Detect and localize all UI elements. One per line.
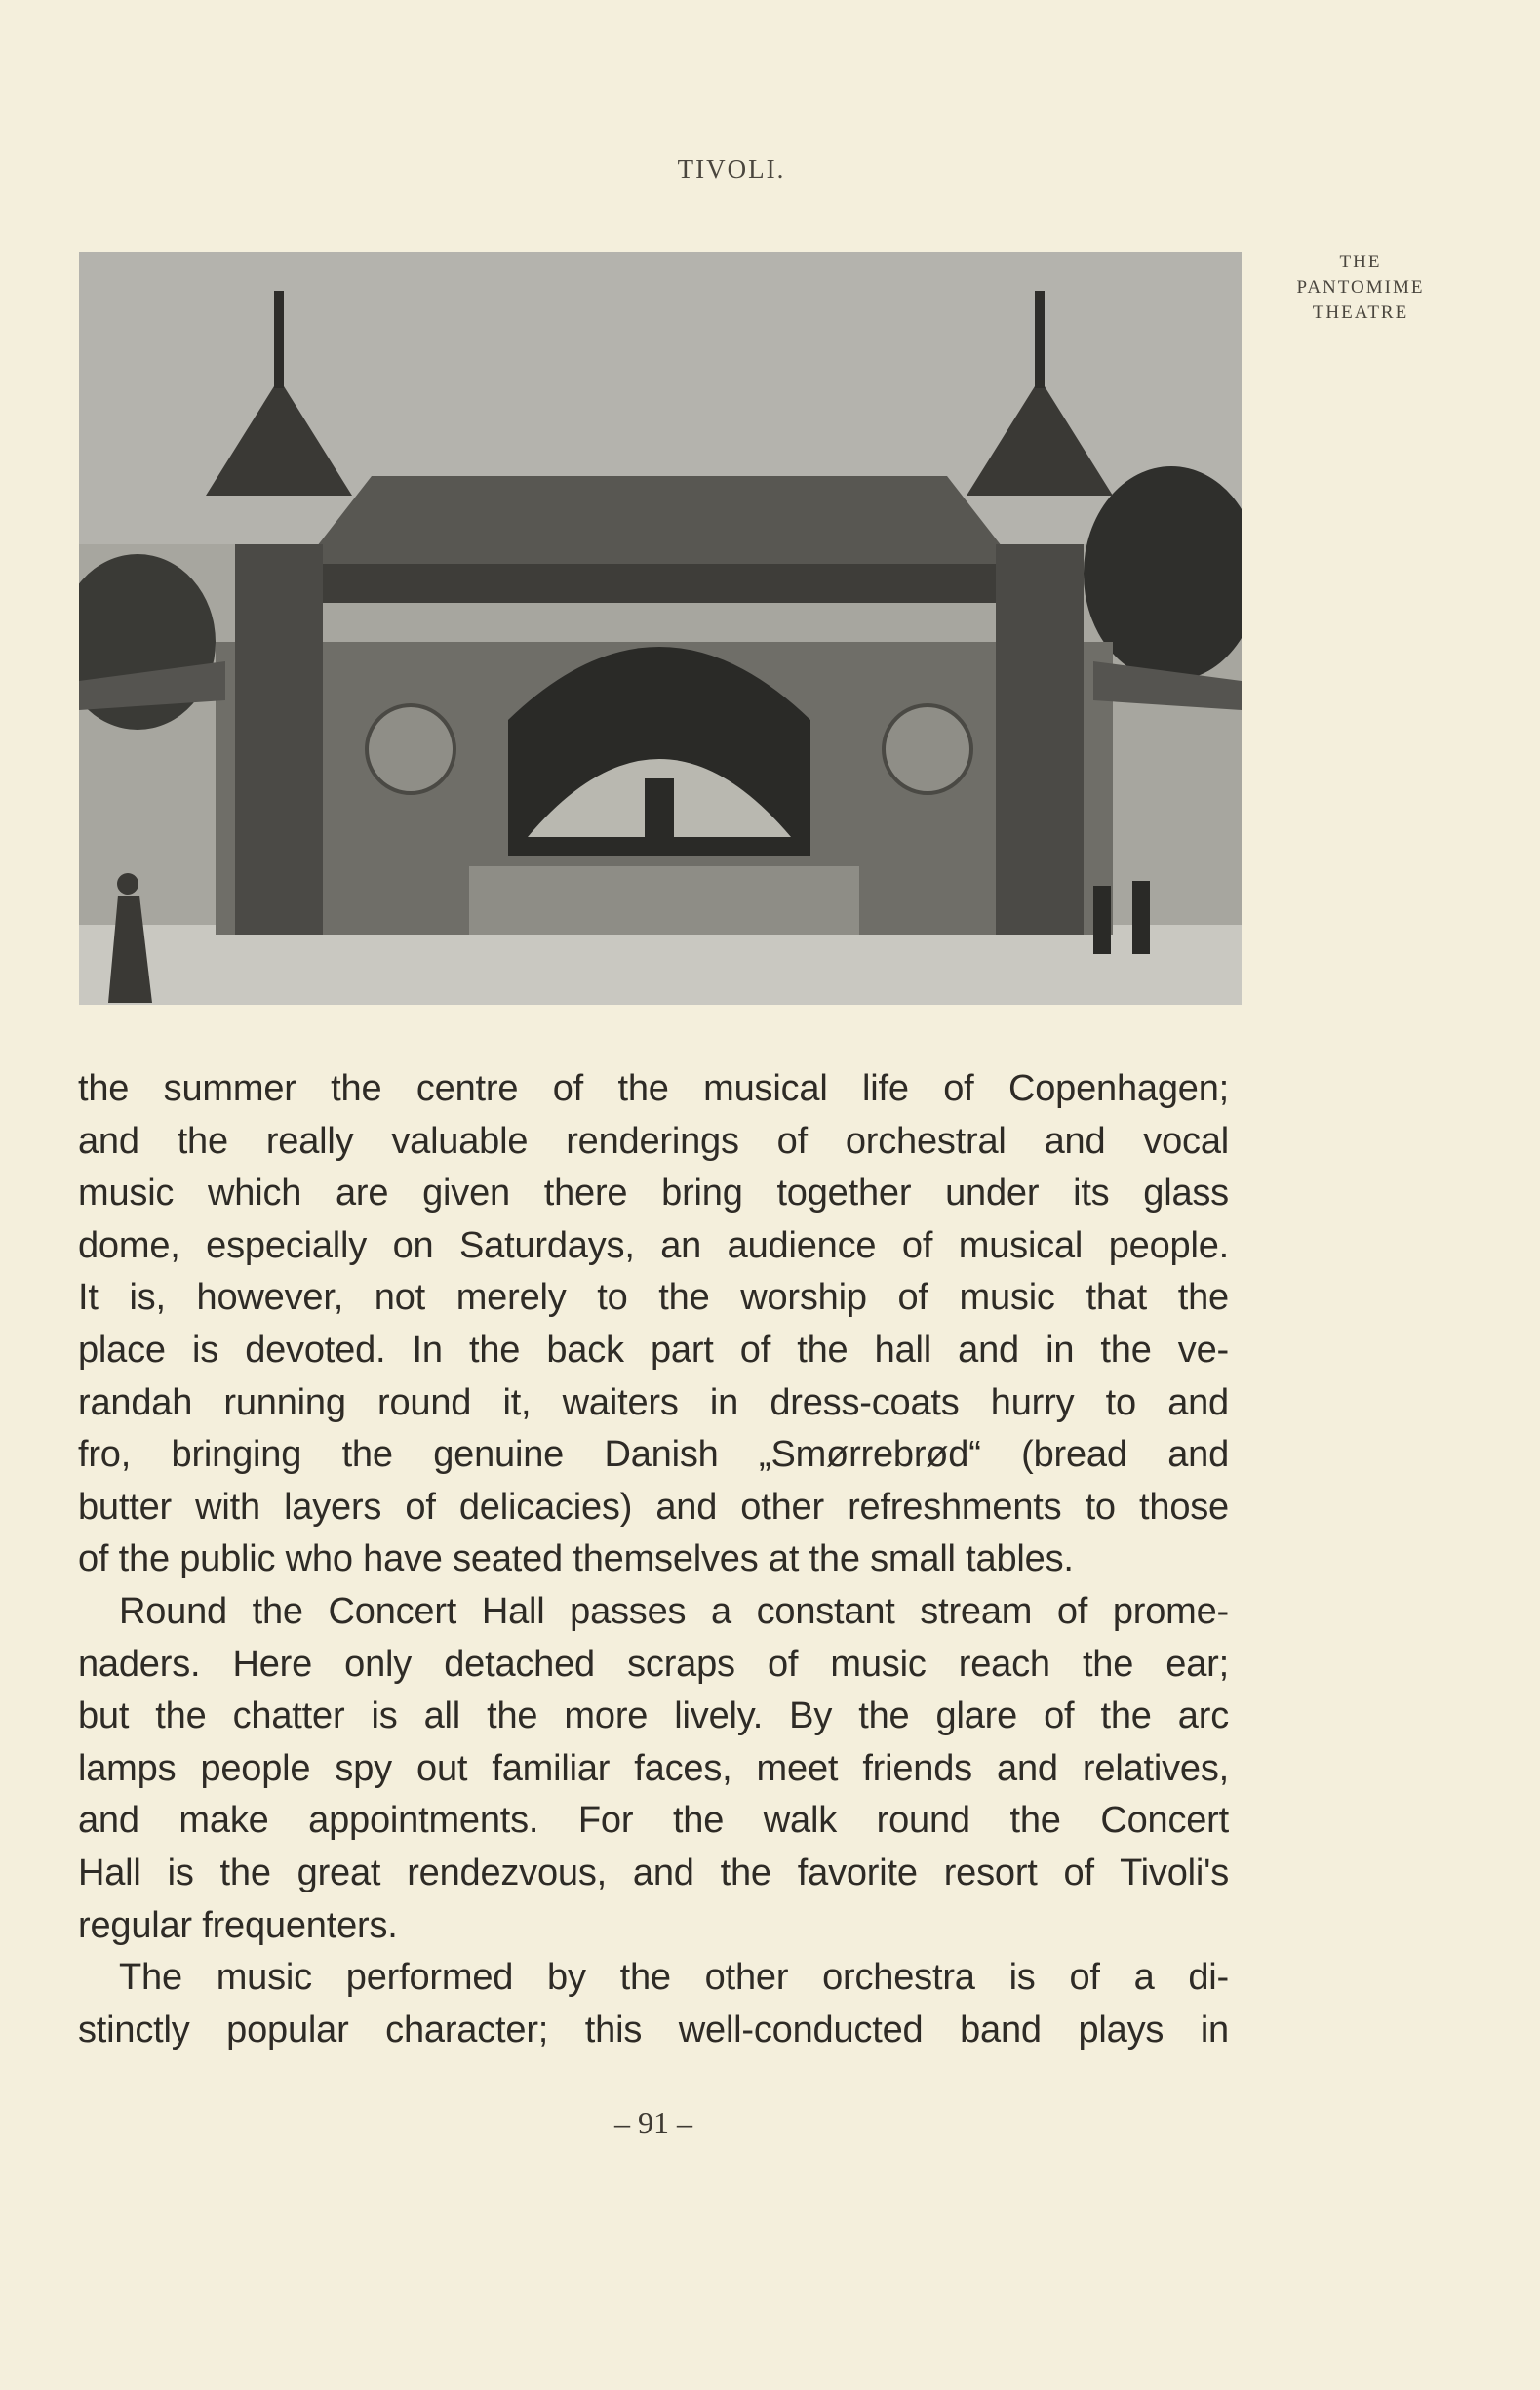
text-line: the summer the centre of the musical life of Copenhagen;	[78, 1068, 1229, 1109]
text-line: randah running round it, waiters in dress-coats hurry to and	[78, 1381, 1229, 1423]
page-number: – 91 –	[614, 2105, 692, 2140]
text-line: dome, especially on Saturdays, an audience of musical people.	[78, 1224, 1229, 1266]
text-line: music which are given there bring together under its glass	[78, 1173, 1229, 1215]
running-header: TIVOLI.	[677, 154, 786, 183]
text-line: Round the Concert Hall passes a constant stream of prome-	[119, 1590, 1229, 1632]
text-line: regular frequenters.	[78, 1904, 398, 1946]
text-line: fro, bringing the genuine Danish „Smørrebrød“ (bread and	[78, 1434, 1229, 1476]
text-line: but the chatter is all the more lively. By the glare of the arc	[78, 1695, 1229, 1737]
text-line: of the public who have seated themselves at the small tables.	[78, 1538, 1074, 1580]
text-line: The music performed by the other orchestra is of a di-	[119, 1957, 1229, 1999]
text-line: It is, however, not merely to the worship of music that the	[78, 1277, 1229, 1319]
text-line: and make appointments. For the walk round the Concert	[78, 1800, 1229, 1842]
text-line: lamps people spy out familiar faces, meet friends and relatives,	[78, 1747, 1229, 1789]
margin-note	[1268, 250, 1453, 326]
text-line: Hall is the great rendezvous, and the favorite resort of Tivoli's	[78, 1852, 1229, 1893]
margin-note-line: THE	[1339, 252, 1382, 272]
text-line: butter with layers of delicacies) and other refreshments to those	[78, 1486, 1229, 1528]
pantomime-theatre-photo	[79, 252, 1242, 1005]
text-line: stinctly popular character; this well-conducted band plays in	[78, 2009, 1229, 2051]
text-line: naders. Here only detached scraps of music reach the ear;	[78, 1643, 1229, 1685]
margin-note-line: PANTOMIME	[1296, 277, 1425, 298]
margin-note-line: THEATRE	[1312, 302, 1409, 323]
text-line: place is devoted. In the back part of the hall and in the ve-	[78, 1329, 1229, 1371]
body-text	[78, 1063, 1229, 2056]
text-line: and the really valuable renderings of orchestral and vocal	[78, 1120, 1229, 1162]
